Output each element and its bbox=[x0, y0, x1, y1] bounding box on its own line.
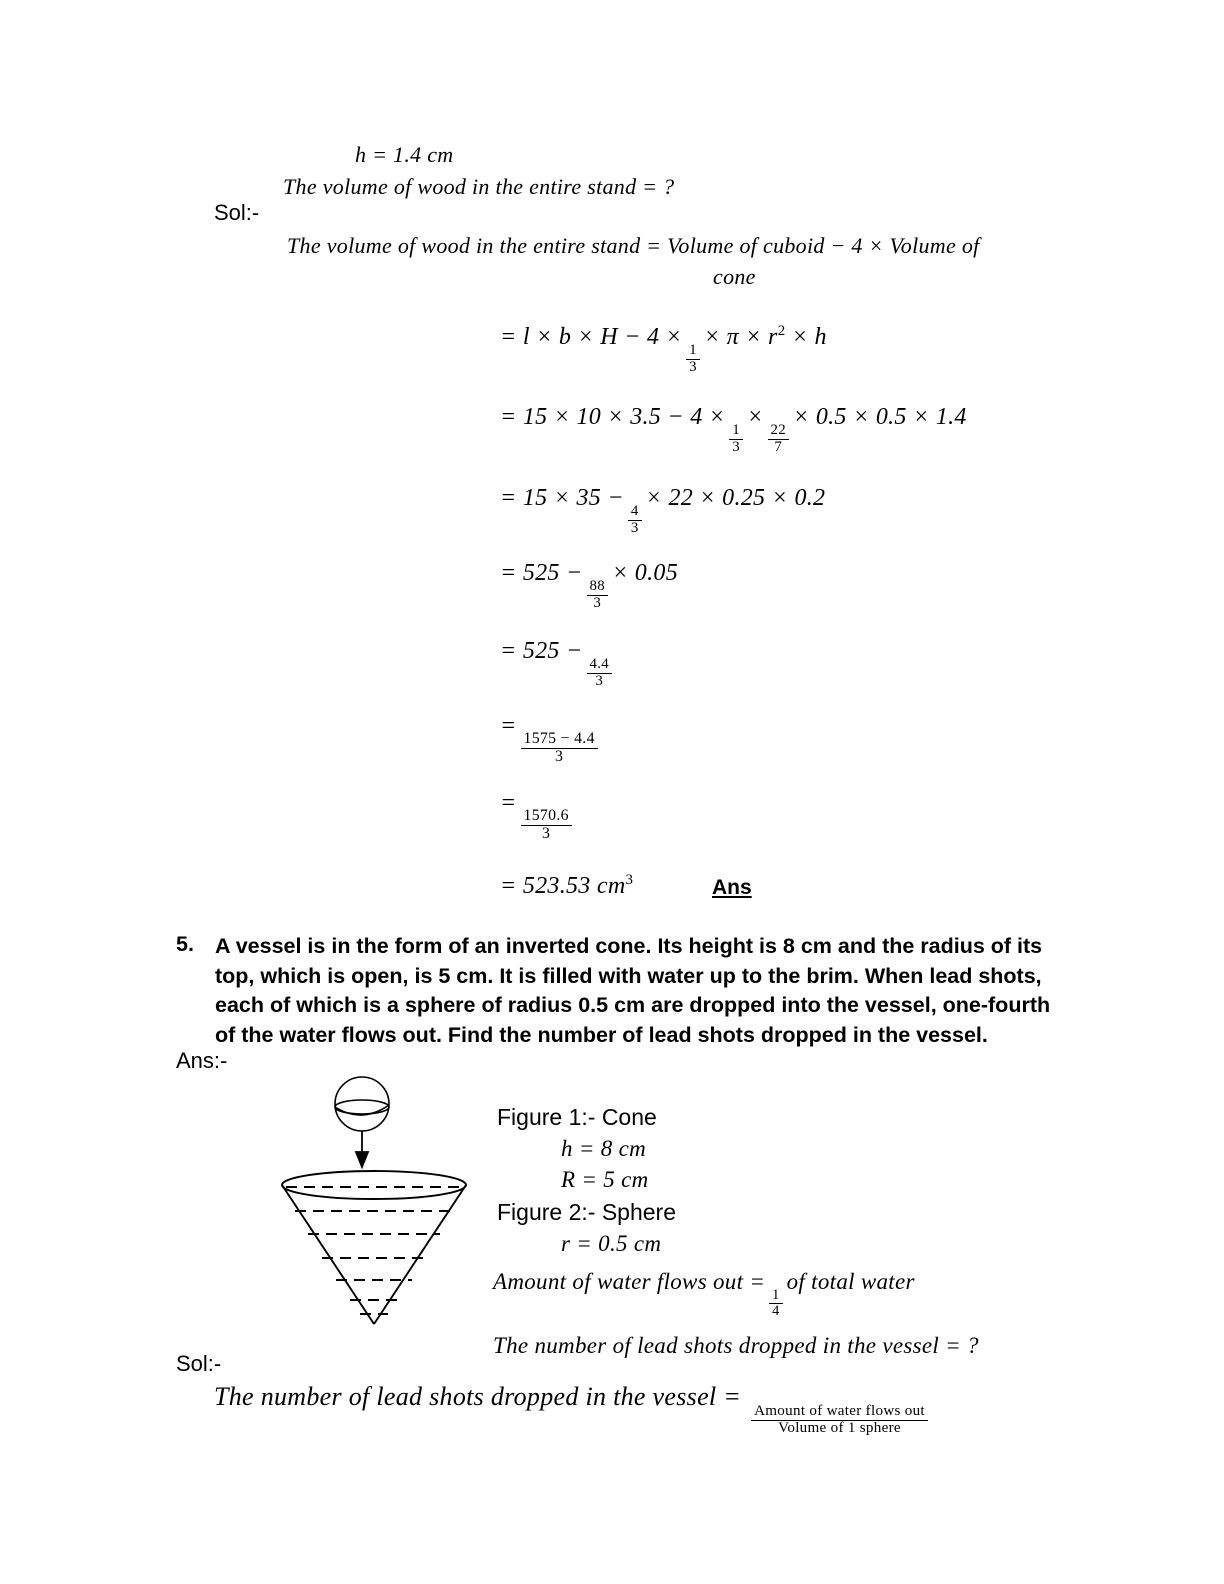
equation-5 bbox=[500, 638, 616, 689]
water-flows-out-prefix: Amount of water flows out = bbox=[493, 1269, 766, 1294]
eq7-fraction bbox=[521, 808, 572, 842]
eq3-fraction bbox=[628, 504, 642, 536]
final-frac-denominator: Volume of 1 sphere bbox=[778, 1420, 901, 1437]
water-out-frac-numerator: 1 bbox=[769, 1288, 782, 1304]
equation-6 bbox=[500, 713, 602, 765]
figure-label-block bbox=[493, 1104, 1057, 1361]
eq3-equals: = bbox=[500, 485, 517, 511]
eq8-value: 523.53 cm bbox=[522, 873, 626, 899]
eq4-frac-denominator: 3 bbox=[593, 594, 602, 611]
sol-label-top: Sol:- bbox=[214, 200, 260, 225]
question-5-number: 5. bbox=[176, 932, 194, 956]
eq4-lhs: 525 − bbox=[522, 560, 583, 586]
eq2-frac2-denominator: 7 bbox=[774, 438, 783, 455]
eq6-equals: = bbox=[500, 713, 517, 739]
volume-formula-line-1: The volume of wood in the entire stand = Volume of cuboid − 4 × Volume of bbox=[287, 233, 980, 258]
eq3-frac-denominator: 3 bbox=[630, 519, 639, 536]
eq2-fraction-one-third bbox=[729, 423, 743, 455]
volume-formula-line-2: cone bbox=[713, 264, 756, 289]
eq2-fraction-pi bbox=[768, 423, 789, 455]
eq5-fraction bbox=[587, 657, 613, 689]
eq4-frac-numerator: 88 bbox=[587, 579, 608, 596]
eq6-fraction bbox=[521, 731, 598, 765]
sol-label-bottom: Sol:- bbox=[176, 1351, 222, 1376]
eq7-frac-numerator: 1570.6 bbox=[521, 808, 572, 826]
inverted-cone-icon bbox=[282, 1171, 466, 1324]
ans-label-question5: Ans:- bbox=[176, 1048, 228, 1073]
eq5-frac-denominator: 3 bbox=[595, 672, 604, 689]
eq2-frac1-numerator: 1 bbox=[729, 423, 743, 440]
eq6-frac-numerator: 1575 − 4.4 bbox=[521, 731, 598, 749]
eq1-frac-numerator: 1 bbox=[686, 343, 700, 360]
drop-arrow-icon bbox=[356, 1131, 368, 1167]
equation-1 bbox=[500, 323, 827, 375]
eq1-exponent: 2 bbox=[777, 323, 786, 339]
eq1-equals: = bbox=[500, 324, 517, 350]
figure-1-title: Figure 1:- Cone bbox=[497, 1104, 657, 1130]
vessel-figure-svg bbox=[270, 1072, 500, 1337]
water-level-lines bbox=[286, 1187, 462, 1314]
eq1-fraction bbox=[686, 343, 700, 375]
eq5-frac-numerator: 4.4 bbox=[587, 657, 613, 674]
eq8-exponent: 3 bbox=[625, 872, 634, 888]
eq7-frac-denominator: 3 bbox=[542, 824, 551, 842]
final-frac-numerator: Amount of water flows out bbox=[751, 1404, 928, 1421]
vessel-figure bbox=[270, 1072, 500, 1337]
cone-height-label: h = 8 cm bbox=[561, 1136, 646, 1161]
eq6-frac-denominator: 3 bbox=[555, 747, 564, 765]
water-flows-out-suffix: of total water bbox=[786, 1269, 915, 1294]
eq2-lhs: 15 × 10 × 3.5 − 4 × bbox=[522, 404, 726, 430]
eq1-frac-denominator: 3 bbox=[689, 358, 697, 375]
eq7-equals: = bbox=[500, 790, 517, 816]
eq8-equals: = bbox=[500, 873, 517, 899]
eq1-lhs: l × b × H − 4 × bbox=[522, 324, 683, 350]
sphere-icon bbox=[335, 1077, 389, 1131]
question-5-text: A vessel is in the form of an inverted cone. Its height is 8 cm and the radius of its top, which is open, is 5 cm. It is filled with water up to the brim. When lead shots, each of which is a sphere of radius 0.5 cm are dropped into the vessel, one-fourth of the water flows out. Find the number of lead shots dropped in the vessel. bbox=[215, 934, 1051, 1047]
volume-question-line: The volume of wood in the entire stand = ? bbox=[283, 174, 675, 199]
figure-2-title: Figure 2:- Sphere bbox=[497, 1199, 676, 1225]
ans-label-underlined: Ans bbox=[712, 876, 752, 899]
final-solution-prefix: The number of lead shots dropped in the vessel = bbox=[214, 1382, 742, 1411]
eq2-tail: × 0.5 × 0.5 × 1.4 bbox=[793, 404, 967, 430]
eq4-tail: × 0.05 bbox=[612, 560, 678, 586]
eq4-fraction bbox=[587, 579, 608, 611]
eq5-lhs: 525 − bbox=[522, 638, 583, 664]
equation-8-final-answer bbox=[500, 872, 633, 900]
water-out-frac-denominator: 4 bbox=[772, 1302, 780, 1319]
water-flows-out-line bbox=[493, 1269, 1057, 1319]
eq3-frac-numerator: 4 bbox=[628, 504, 642, 521]
eq2-equals: = bbox=[500, 404, 517, 430]
eq3-lhs: 15 × 35 − bbox=[522, 485, 624, 511]
eq4-equals: = bbox=[500, 560, 517, 586]
given-height-line: h = 1.4 cm bbox=[355, 142, 454, 167]
lead-shots-question-line: The number of lead shots dropped in the vessel = ? bbox=[493, 1332, 979, 1358]
equation-3 bbox=[500, 485, 825, 536]
eq3-tail: × 22 × 0.25 × 0.2 bbox=[645, 485, 826, 511]
eq5-equals: = bbox=[500, 638, 517, 664]
equation-2 bbox=[500, 404, 967, 455]
eq1-mid: × π × r bbox=[703, 324, 778, 350]
cone-radius-label: R = 5 cm bbox=[561, 1167, 649, 1192]
final-solution-line bbox=[214, 1382, 932, 1437]
eq2-frac2-numerator: 22 bbox=[768, 423, 789, 440]
final-solution-fraction bbox=[751, 1404, 928, 1437]
eq2-frac1-denominator: 3 bbox=[732, 438, 741, 455]
eq1-tail: × h bbox=[791, 324, 827, 350]
equation-7 bbox=[500, 790, 576, 842]
equation-4 bbox=[500, 560, 678, 611]
water-flows-out-fraction bbox=[769, 1288, 782, 1319]
sphere-radius-label: r = 0.5 cm bbox=[561, 1231, 662, 1256]
eq2-times: × bbox=[747, 404, 764, 430]
